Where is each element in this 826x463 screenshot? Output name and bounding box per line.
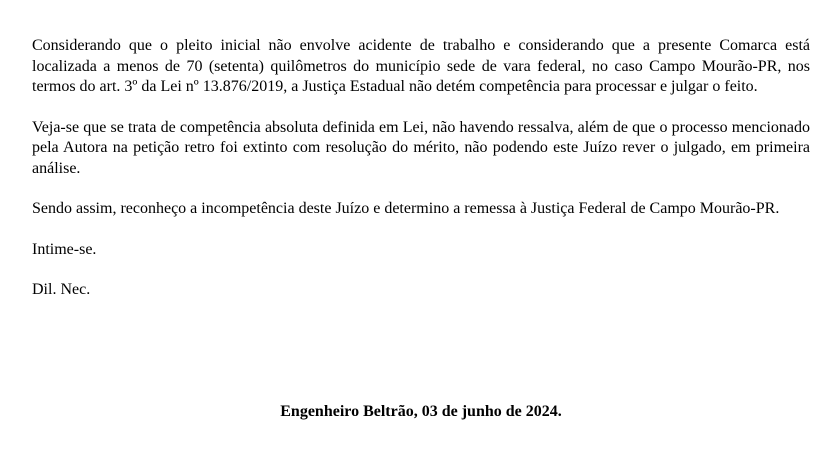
paragraph-absolute-competence: Veja-se que se trata de competência absoluta definida em Lei, não havendo ressalva, além de que o processo mencionado pela Autora na petição retro foi extinto com resolução do mérito, não podendo este Juízo rever o julgado, em primeira análise. [32, 118, 810, 177]
paragraph-decision: Sendo assim, reconheço a incompetência deste Juízo e determino a remessa à Justiça Federal de Campo Mourão-PR. [32, 200, 780, 217]
paragraph-dil-nec: Dil. Nec. [32, 281, 91, 298]
document-body [32, 36, 810, 321]
place-date-line: Engenheiro Beltrão, 03 de junho de 2024. [280, 403, 562, 420]
paragraph-intime: Intime-se. [32, 240, 97, 258]
paragraph-competence: Considerando que o pleito inicial não envolve acidente de trabalho e considerando que a presente Comarca está localizada a menos de 70 (setenta) quilômetros do município sede de vara federal, no caso Campo Mourão-PR, nos termos do art. 3º da Lei nº 13.876/2019, a Justiça Estadual não detém competência para processar e julgar o feito. [32, 37, 810, 95]
